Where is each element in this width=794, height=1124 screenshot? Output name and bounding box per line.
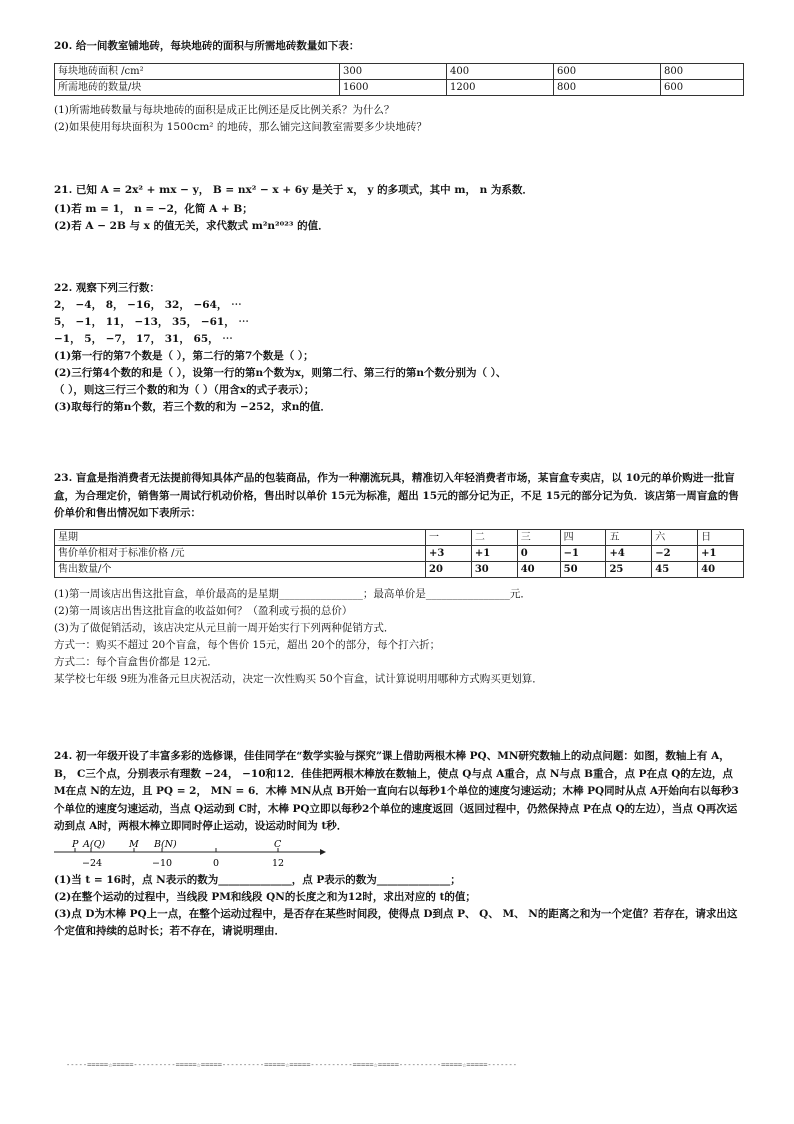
table-cell: +1 bbox=[471, 545, 517, 561]
table-cell: 40 bbox=[698, 561, 744, 577]
q24-part-2: (2)在整个运动的过程中，当线段 PM和线段 QN的长度之和为12时，求出对应的 t的值； bbox=[54, 890, 476, 903]
tick-label: −10 bbox=[152, 857, 173, 869]
question-22 bbox=[54, 280, 744, 416]
q23-part-3: (3)为了做促销活动，该店决定从元旦前一周开始实行下列两种促销方式． bbox=[54, 621, 395, 634]
q20-part-1: (1)所需地砖数量与每块地砖的面积是成正比例还是反比例关系？为什么？ bbox=[54, 104, 395, 116]
label-BN: B(N) bbox=[154, 838, 177, 850]
table-cell: 二 bbox=[471, 529, 517, 545]
tick-label: 0 bbox=[213, 857, 220, 869]
table-cell: 40 bbox=[517, 561, 560, 577]
table-cell: 1200 bbox=[447, 80, 554, 96]
table-cell: 五 bbox=[606, 529, 652, 545]
q21-part-2: (2)若 A − 2B 与 x 的值无关，求代数式 m²n²⁰²³ 的值． bbox=[54, 220, 329, 232]
q23-part-1: (1)第一周该店出售这批盲盒，单价最高的是星期________________；最高单价是________________元． bbox=[54, 587, 531, 600]
label-P: P bbox=[72, 838, 79, 850]
axis-arrow bbox=[320, 849, 326, 855]
table-cell: 600 bbox=[661, 80, 744, 96]
table-cell: 日 bbox=[698, 529, 744, 545]
table-cell: 30 bbox=[471, 561, 517, 577]
table-cell: 星期 bbox=[55, 529, 426, 545]
q21-title: 21. 已知 A = 2x² + mx − y， B = nx² − x + 6y 是关于 x， y 的多项式，其中 m， n 为系数． bbox=[54, 184, 533, 196]
q22-part-1: (1)第一行的第7个数是（ ），第二行的第7个数是（ ）； bbox=[54, 350, 314, 362]
table-row bbox=[55, 545, 744, 561]
table-cell: 800 bbox=[554, 80, 661, 96]
q23-table bbox=[54, 529, 744, 578]
q23-part-3-detail: 某学校七年级 9班为准备元旦庆祝活动，决定一次性购买 50个盲盒，试计算说明用哪种方式购买更划算． bbox=[54, 672, 543, 685]
table-cell: 四 bbox=[560, 529, 606, 545]
q22-row-1: 2， −4， 8， −16， 32， −64， ⋯ bbox=[54, 299, 242, 311]
label-AQ: A(Q) bbox=[83, 838, 106, 850]
q22-part-2-cont: （ ），则这三行三个数的和为（ ）（用含x的式子表示）； bbox=[54, 384, 315, 396]
table-cell: 1600 bbox=[340, 80, 447, 96]
table-cell: 25 bbox=[606, 561, 652, 577]
q22-row-3: −1， 5， −7， 17， 31， 65， ⋯ bbox=[54, 333, 233, 345]
q22-part-2: (2)三行第4个数的和是（ ），设第一行的第n个数为x，则第二行、第三行的第n个数分别为（ ）、 bbox=[54, 367, 507, 379]
q23-option-1: 方式一：购买不超过 20个盲盒，每个售价 15元，超出 20个的部分，每个打六折； bbox=[54, 638, 441, 651]
table-cell: 400 bbox=[447, 64, 554, 80]
tick-label: −24 bbox=[82, 857, 103, 869]
table-row bbox=[55, 561, 744, 577]
label-C: C bbox=[274, 838, 282, 850]
table-cell: +4 bbox=[606, 545, 652, 561]
table-cell: 300 bbox=[340, 64, 447, 80]
label-M: M bbox=[129, 838, 139, 850]
q24-part-1: (1)当 t = 16时，点 N表示的数为______________，点 P表示的数为______________； bbox=[54, 873, 461, 886]
table-cell: −2 bbox=[652, 545, 698, 561]
table-cell: 600 bbox=[554, 64, 661, 80]
table-cell: +3 bbox=[426, 545, 472, 561]
table-cell: 20 bbox=[426, 561, 472, 577]
q24-intro: 24. 初一年级开设了丰富多彩的选修课，佳佳同学在“数学实验与探究”课上借助两根木棒 PQ、MN研究数轴上的动点问题：如图，数轴上有 A， B， C三个点，分别表示有理数 −24， −10和12．佳佳把两根木棒放在数轴上，使点 Q与点 A重合，点 N与点 B重合，点 P在点 Q的左边，点 M在点 N的左边，且 PQ = 2， MN = 6．木棒 MN从点 B开始一直向右以每秒1个单位的速度匀速运动；木棒 PQ同时从点 A开始向右以每秒3个单位的速度匀速运动，当点 Q运动到 C时，木棒 PQ立即以每秒2个单位的速度返回（返回过程中，仍然保持点 P在点 Q的左边），当点 Q再次运动到点 A时，两根木棒立即同时停止运动，设运动时间为 t秒． bbox=[54, 750, 739, 832]
tick-label: 12 bbox=[272, 857, 285, 869]
table-cell: 800 bbox=[661, 64, 744, 80]
table-cell: −1 bbox=[560, 545, 606, 561]
table-cell: 所需地砖的数量/块 bbox=[55, 80, 340, 96]
table-cell: 售出数量/个 bbox=[55, 561, 426, 577]
q21-part-1: (1)若 m = 1， n = −2，化简 A + B； bbox=[54, 203, 253, 215]
page-footer-divider: -----=====☆=====----------=====☆=====----------=====☆=====----------=====☆=====----------=====☆=====------- bbox=[66, 1061, 517, 1069]
table-cell: +1 bbox=[698, 545, 744, 561]
table-cell: 六 bbox=[652, 529, 698, 545]
q22-row-2: 5， −1， 11， −13， 35， −61， ⋯ bbox=[54, 316, 249, 328]
number-line-figure bbox=[54, 838, 354, 872]
question-23 bbox=[54, 470, 744, 688]
table-cell: 50 bbox=[560, 561, 606, 577]
q23-option-2: 方式二：每个盲盒售价都是 12元． bbox=[54, 655, 218, 668]
table-cell: 售价单价相对于标准价格 /元 bbox=[55, 545, 426, 561]
question-21 bbox=[54, 182, 744, 235]
table-row bbox=[55, 80, 744, 96]
table-cell: 一 bbox=[426, 529, 472, 545]
q22-title: 22. 观察下列三行数： bbox=[54, 282, 160, 294]
q20-title: 20. 给一间教室铺地砖，每块地砖的面积与所需地砖数量如下表： bbox=[54, 40, 360, 52]
table-cell: 三 bbox=[517, 529, 560, 545]
q23-part-2: (2)第一周该店出售这批盲盒的收益如何？（盈利或亏损的总价） bbox=[54, 604, 353, 617]
table-row bbox=[55, 529, 744, 545]
q24-part-3: (3)点 D为木棒 PQ上一点，在整个运动过程中，是否存在某些时间段，使得点 D到点 P、 Q、 M、 N的距离之和为一个定值？若存在，请求出这个定值和持续的总时长；若不存在，请说明理由． bbox=[54, 907, 738, 937]
q20-part-2: (2)如果使用每块面积为 1500cm² 的地砖，那么铺完这间教室需要多少块地砖？ bbox=[54, 121, 427, 133]
table-cell: 0 bbox=[517, 545, 560, 561]
question-20 bbox=[54, 38, 744, 136]
table-row bbox=[55, 64, 744, 80]
question-24 bbox=[54, 748, 744, 941]
q23-intro: 23. 盲盒是指消费者无法提前得知具体产品的包装商品，作为一种潮流玩具，精准切入年轻消费者市场，某盲盒专卖店，以 10元的单价购进一批盲盒，为合理定价，销售第一周试行机动价格，售出时以单价 15元为标准，超出 15元的部分记为正，不足 15元的部分记为负．该店第一周盲盒的售价单价和售出情况如下表所示： bbox=[54, 472, 739, 519]
table-cell: 每块地砖面积 /cm² bbox=[55, 64, 340, 80]
table-cell: 45 bbox=[652, 561, 698, 577]
q22-part-3: (3)取每行的第n个数，若三个数的和为 −252，求n的值． bbox=[54, 401, 331, 413]
q20-table bbox=[54, 63, 744, 96]
